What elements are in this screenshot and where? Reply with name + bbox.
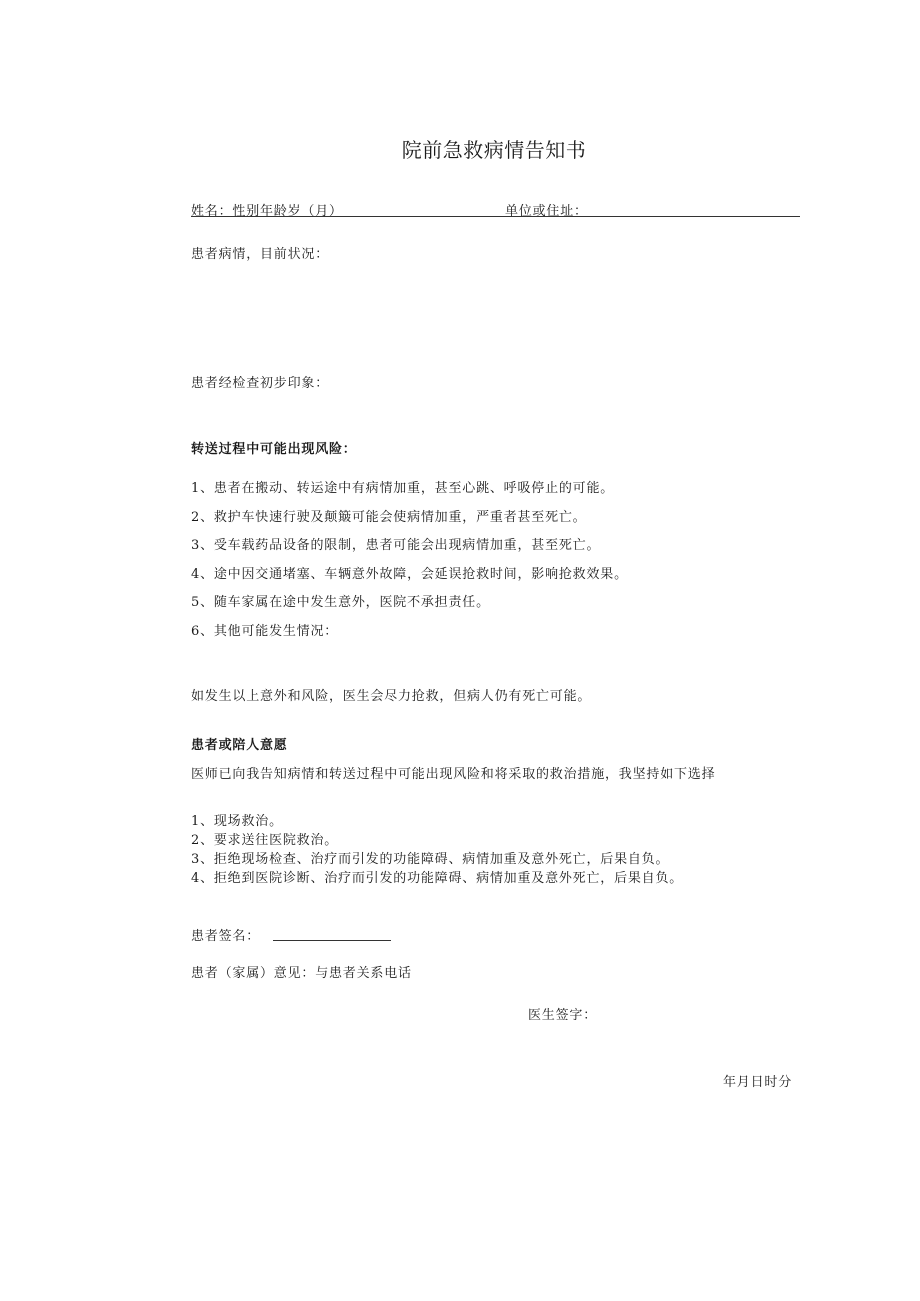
risk-item: 5、随车家属在途中发生意外，医院不承担责任。 bbox=[191, 595, 490, 610]
risk-item: 6、其他可能发生情况： bbox=[191, 624, 339, 639]
choice-item: 4、拒绝到医院诊断、治疗而引发的功能障碍、病情加重及意外死亡，后果自负。 bbox=[191, 871, 684, 886]
wishes-intro: 医师已向我告知病情和转送过程中可能出现风险和将采取的救治措施，我坚持如下选择 bbox=[191, 767, 716, 782]
datetime-label: 年月日时分 bbox=[723, 1075, 793, 1090]
choice-item: 2、要求送往医院救治。 bbox=[191, 833, 339, 848]
header-underline bbox=[191, 216, 800, 217]
name-gender-age-field: 姓名：性别年龄岁（月） bbox=[191, 204, 343, 219]
wishes-heading: 患者或陪人意愿 bbox=[191, 738, 288, 753]
patient-signature-label: 患者签名： bbox=[191, 929, 261, 944]
risk-item: 1、患者在搬动、转运途中有病情加重，甚至心跳、呼吸停止的可能。 bbox=[191, 481, 615, 496]
warning-statement: 如发生以上意外和风险，医生会尽力抢救，但病人仍有死亡可能。 bbox=[191, 689, 592, 704]
impression-label: 患者经检查初步印象： bbox=[191, 376, 330, 391]
choice-item: 1、现场救治。 bbox=[191, 814, 283, 829]
family-opinion-label: 患者（家属）意见：与患者关系电话 bbox=[191, 966, 412, 981]
choice-item: 3、拒绝现场检查、治疗而引发的功能障碍、病情加重及意外死亡，后果自负。 bbox=[191, 852, 670, 867]
risk-item: 3、受车载药品设备的限制，患者可能会出现病情加重，甚至死亡。 bbox=[191, 538, 601, 553]
address-field-label: 单位或住址： bbox=[505, 204, 588, 219]
patient-signature-line bbox=[273, 940, 391, 941]
document-title: 院前急救病情告知书 bbox=[401, 138, 587, 162]
doctor-signature-label: 医生签字： bbox=[528, 1008, 598, 1023]
risk-item: 4、途中因交通堵塞、车辆意外故障，会延误抢救时间，影响抢救效果。 bbox=[191, 567, 628, 582]
risk-item: 2、救护车快速行驶及颠簸可能会使病情加重，严重者甚至死亡。 bbox=[191, 510, 587, 525]
risks-heading: 转送过程中可能出现风险： bbox=[191, 442, 357, 457]
condition-label: 患者病情，目前状况： bbox=[191, 247, 330, 262]
